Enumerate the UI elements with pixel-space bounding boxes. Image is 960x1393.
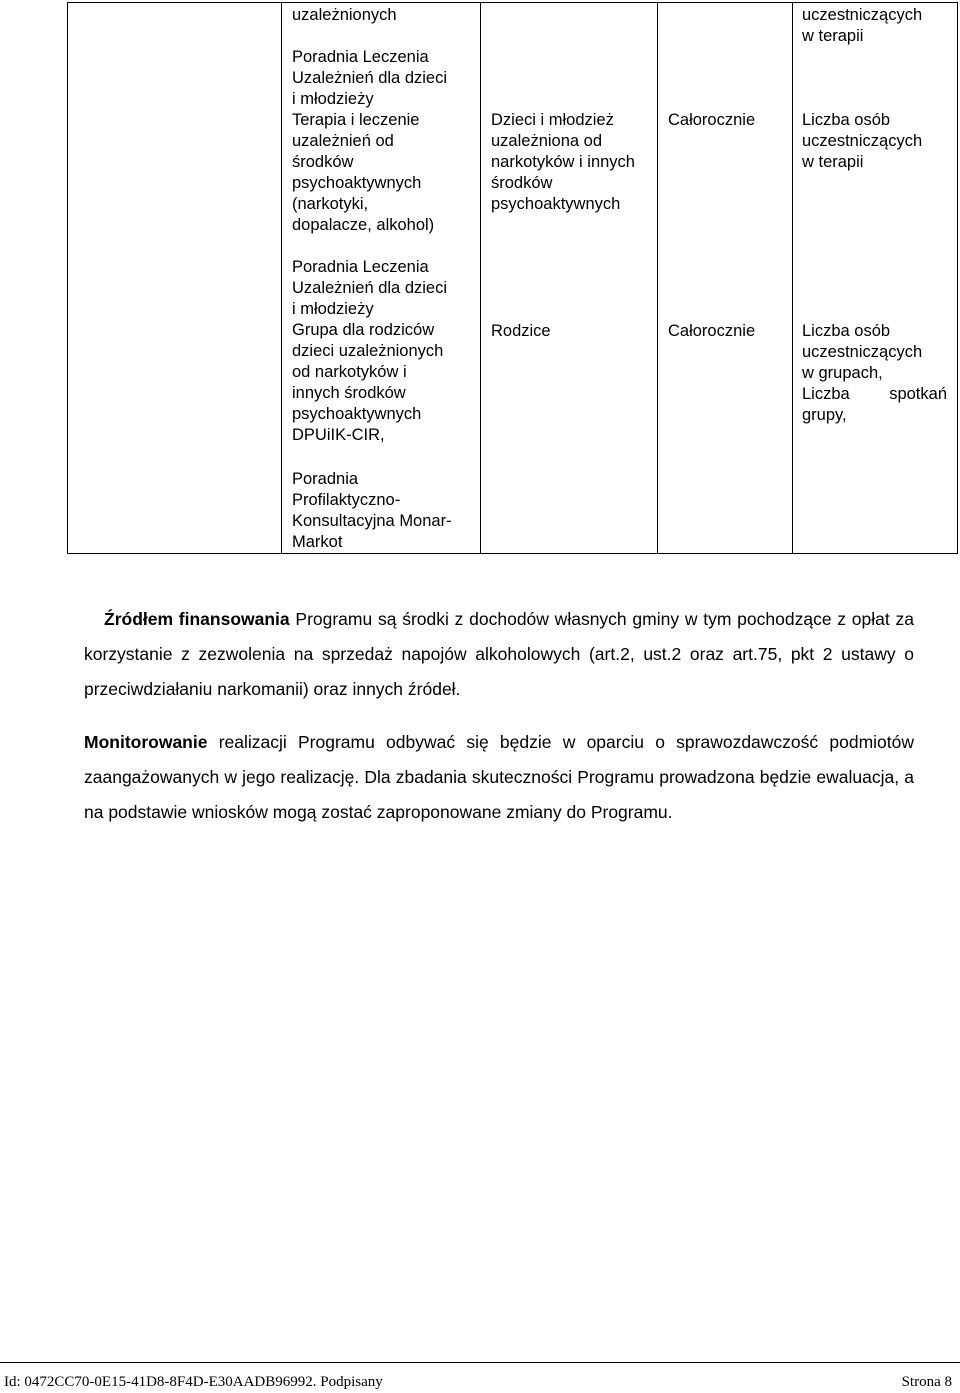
indicators-spotkan: spotkań (889, 385, 947, 403)
monitoring-text: realizacji Programu odbywać się będzie w oparciu o sprawozdawczość podmiotów zaangażowanych w jego realizację. Dla zbadania skuteczności Programu prowadzona będzie ewaluacja, a na podstawie wniosków mogą zostać zaproponowane zmiany do Programu. (84, 732, 914, 822)
financing-heading: Źródłem finansowania (104, 609, 290, 629)
recipients-block-1: Dzieci i młodzież uzależniona od narkotyków i innych środków psychoaktywnych (491, 111, 635, 213)
footer-divider (0, 1362, 960, 1363)
table-col-indicators (793, 3, 958, 554)
indicators-liczba: Liczba (802, 385, 850, 403)
footer-page-number: Strona 8 (901, 1374, 952, 1390)
institution-block-1: uzależnionych Poradnia Leczenia Uzależnień dla dzieci i młodzieży Terapia i leczenie uzależnień od środków psychoaktywnych (narkotyki, dopalacze, alkohol) (292, 6, 448, 234)
monitoring-heading: Monitorowanie (84, 732, 208, 752)
monitoring-paragraph (84, 725, 914, 830)
indicators-block-1: Liczba osób uczestniczących w terapii (802, 111, 923, 171)
table-col-institution (282, 3, 481, 554)
period-block-1: Całorocznie (668, 111, 756, 129)
indicators-block-2-tail: grupy, (802, 406, 847, 424)
program-table (67, 2, 958, 554)
footer-document-id: Id: 0472CC70-0E15-41D8-8F4D-E30AADB96992. Podpisany (4, 1374, 383, 1390)
indicators-block-2: Liczba osób uczestniczących w grupach, (802, 322, 923, 382)
indicators-block-2-line (802, 384, 947, 405)
period-block-2: Całorocznie (668, 322, 756, 340)
institution-block-3: Poradnia Profilaktyczno- Konsultacyjna Monar- Markot (292, 470, 452, 551)
table-col-period (658, 3, 793, 554)
table-col-recipients (481, 3, 658, 554)
indicators-block-0: uczestniczących w terapii (802, 6, 923, 45)
financing-paragraph (84, 602, 914, 707)
recipients-block-2: Rodzice (491, 322, 551, 340)
financing-text: Programu są środki z dochodów własnych gminy w tym pochodzące z opłat za korzystanie z zezwolenia na sprzedaż napojów alkoholowych (art.2, ust.2 oraz art.75, pkt 2 ustawy o przeciwdziałaniu narkomanii) oraz innych źródeł. (84, 609, 914, 699)
table-col-1 (68, 3, 282, 554)
institution-block-2: Poradnia Leczenia Uzależnień dla dzieci i młodzieży Grupa dla rodziców dzieci uzależnionych od narkotyków i innych środków psychoaktywnych DPUiIK-CIR, (292, 258, 448, 444)
